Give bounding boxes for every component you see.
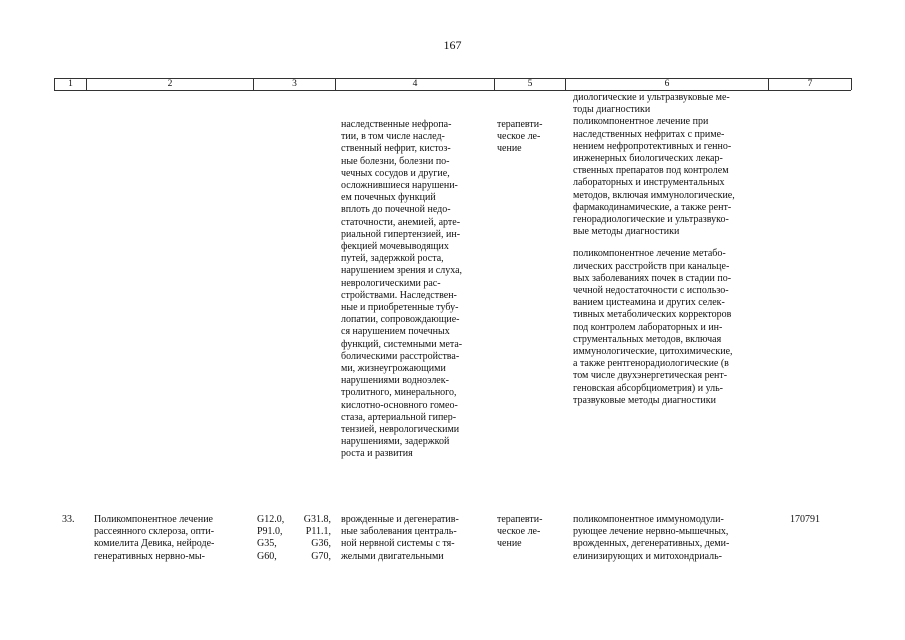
header-cell-5: 5 — [494, 78, 565, 90]
text-line: ственный нефрит, кистоз- — [341, 143, 451, 155]
text-line: статочности, анемией, арте- — [341, 216, 461, 228]
text-line: тии, в том числе наслед- — [341, 131, 445, 143]
text-line: том числе двухэнергетическая рент- — [573, 370, 728, 382]
text-line: вплоть до почечной недо- — [341, 204, 451, 216]
header-cell-7: 7 — [768, 78, 852, 90]
text-line: риальной гипертензией, ин- — [341, 228, 461, 240]
text-line: поликомпонентное лечение при — [573, 116, 709, 128]
continuation-treatment-method — [573, 92, 766, 407]
text-line: иммунологические, цитохимические, — [573, 346, 733, 358]
text-line: болическими расстройства- — [341, 350, 460, 362]
icd-code: G60, — [257, 550, 277, 562]
text-line: ся нарушением почечных — [341, 326, 450, 338]
text-line: поликомпонентное иммуномодули- — [573, 514, 724, 525]
text-line: тролитного, минерального, — [341, 387, 457, 399]
text-line: ем почечных функций — [341, 192, 436, 204]
continuation-disease-description — [341, 119, 487, 461]
text-line: желыми двигательными — [341, 550, 444, 562]
paragraph-gap — [573, 238, 766, 248]
text-line: вые методы диагностики — [573, 226, 680, 238]
row-icd-codes — [257, 514, 331, 563]
text-line: лических расстройств при канальце- — [573, 260, 730, 272]
text-line: генеративных нервно-мы- — [94, 550, 205, 562]
text-line: ческое ле- — [497, 526, 541, 538]
text-line: ческое ле- — [497, 131, 541, 143]
header-rule-bottom — [54, 90, 851, 91]
icd-code: G31.8, — [303, 514, 331, 525]
code-line — [257, 526, 331, 538]
text-line: роста и развития — [341, 448, 413, 460]
icd-code: G70, — [311, 550, 331, 562]
text-line: Поликомпонентное лечение — [94, 514, 213, 525]
text-line: ные и приобретенные тубу- — [341, 302, 459, 314]
text-line: стройствами. Наследствен- — [341, 289, 457, 301]
row-cost: 170791 — [790, 514, 820, 525]
text-line: рующее лечение нервно-мышечных, — [573, 526, 729, 538]
text-line: ные болезни, болезни по- — [341, 155, 450, 167]
text-line: наследственные нефропа- — [341, 119, 452, 130]
text-line: кислотно-основного гомео- — [341, 399, 458, 411]
text-line: наследственных нефритах с приме- — [573, 128, 725, 140]
row-treatment-type — [497, 514, 557, 551]
text-line: фекцией мочевыводящих — [341, 241, 449, 253]
text-line: поликомпонентное лечение метабо- — [573, 248, 726, 260]
text-line: тразвуковые методы диагностики — [573, 394, 716, 406]
text-line: чение — [497, 538, 522, 550]
text-line: ми, жизнеугрожающими — [341, 363, 446, 375]
text-line: а также рентгенорадиологические (в — [573, 358, 729, 370]
text-line: елинизирующих и митохондриаль- — [573, 550, 723, 562]
text-line: струментальных методов, включая — [573, 333, 722, 345]
text-line: комиелита Девика, нейроде- — [94, 538, 215, 550]
text-line: ной нервной системы с тя- — [341, 538, 455, 550]
row-number: 33. — [62, 514, 75, 525]
code-line — [257, 514, 331, 526]
text-line: тивных метаболических корректоров — [573, 309, 732, 321]
icd-code: P11.1, — [305, 526, 331, 538]
text-line: неврологическими рас- — [341, 277, 441, 289]
text-line: методов, включая иммунологические, — [573, 189, 735, 201]
text-line: ные заболевания централь- — [341, 526, 457, 538]
header-cell-3: 3 — [253, 78, 335, 90]
text-line: осложнившиеся нарушени- — [341, 180, 458, 192]
text-line: врожденные и дегенератив- — [341, 514, 459, 525]
text-line: путей, задержкой роста, — [341, 253, 444, 265]
text-line: терапевти- — [497, 119, 543, 130]
icd-code: G36, — [311, 538, 331, 550]
header-cell-6: 6 — [565, 78, 768, 90]
text-line: чение — [497, 143, 522, 155]
text-line: инженерных биологических лекар- — [573, 153, 723, 165]
text-line: нарушениями, задержкой — [341, 436, 450, 448]
text-line: нением нефропротективных и генно- — [573, 140, 732, 152]
text-line: рассеянного склероза, опти- — [94, 526, 215, 538]
text-line: генорадиологические и ультразвуко- — [573, 214, 729, 226]
text-line: нарушением зрения и слуха, — [341, 265, 463, 277]
page-number: 167 — [443, 38, 462, 52]
text-line: геновская абсорбциометрия) и уль- — [573, 382, 724, 394]
code-line — [257, 538, 331, 550]
text-line: ванием цистеамина и других селек- — [573, 297, 725, 309]
header-cell-1: 1 — [54, 78, 86, 90]
text-line: нарушениями водноэлек- — [341, 375, 449, 387]
text-line: под контролем лабораторных и ин- — [573, 321, 723, 333]
icd-code: G12.0, — [257, 514, 285, 525]
icd-code: G35, — [257, 538, 277, 550]
text-line: ственных препаратов под контролем — [573, 165, 729, 177]
text-line: тензией, неврологическими — [341, 424, 460, 436]
text-line: диологические и ультразвуковые ме- — [573, 92, 730, 103]
continuation-treatment-type — [497, 119, 557, 156]
code-line — [257, 551, 331, 563]
text-line: врожденных, дегенеративных, деми- — [573, 538, 730, 550]
text-line: фармакодинамические, а также рент- — [573, 201, 732, 213]
text-line: функций, системными мета- — [341, 338, 463, 350]
text-line: тоды диагностики — [573, 104, 651, 116]
row-disease-description — [341, 514, 487, 563]
text-line: стаза, артериальной гипер- — [341, 411, 457, 423]
row-treatment-name — [94, 514, 246, 563]
text-line: терапевти- — [497, 514, 543, 525]
text-line: вых заболеваниях почек в стадии по- — [573, 272, 732, 284]
header-cell-4: 4 — [335, 78, 494, 90]
header-cell-2: 2 — [86, 78, 253, 90]
text-line: чечной недостаточности с использо- — [573, 285, 729, 297]
icd-code: P91.0, — [257, 526, 283, 538]
text-line: лабораторных и инструментальных — [573, 177, 725, 189]
text-line: лопатии, сопровождающие- — [341, 314, 460, 326]
text-line: чечных сосудов и другие, — [341, 167, 450, 179]
row-treatment-method — [573, 514, 766, 563]
